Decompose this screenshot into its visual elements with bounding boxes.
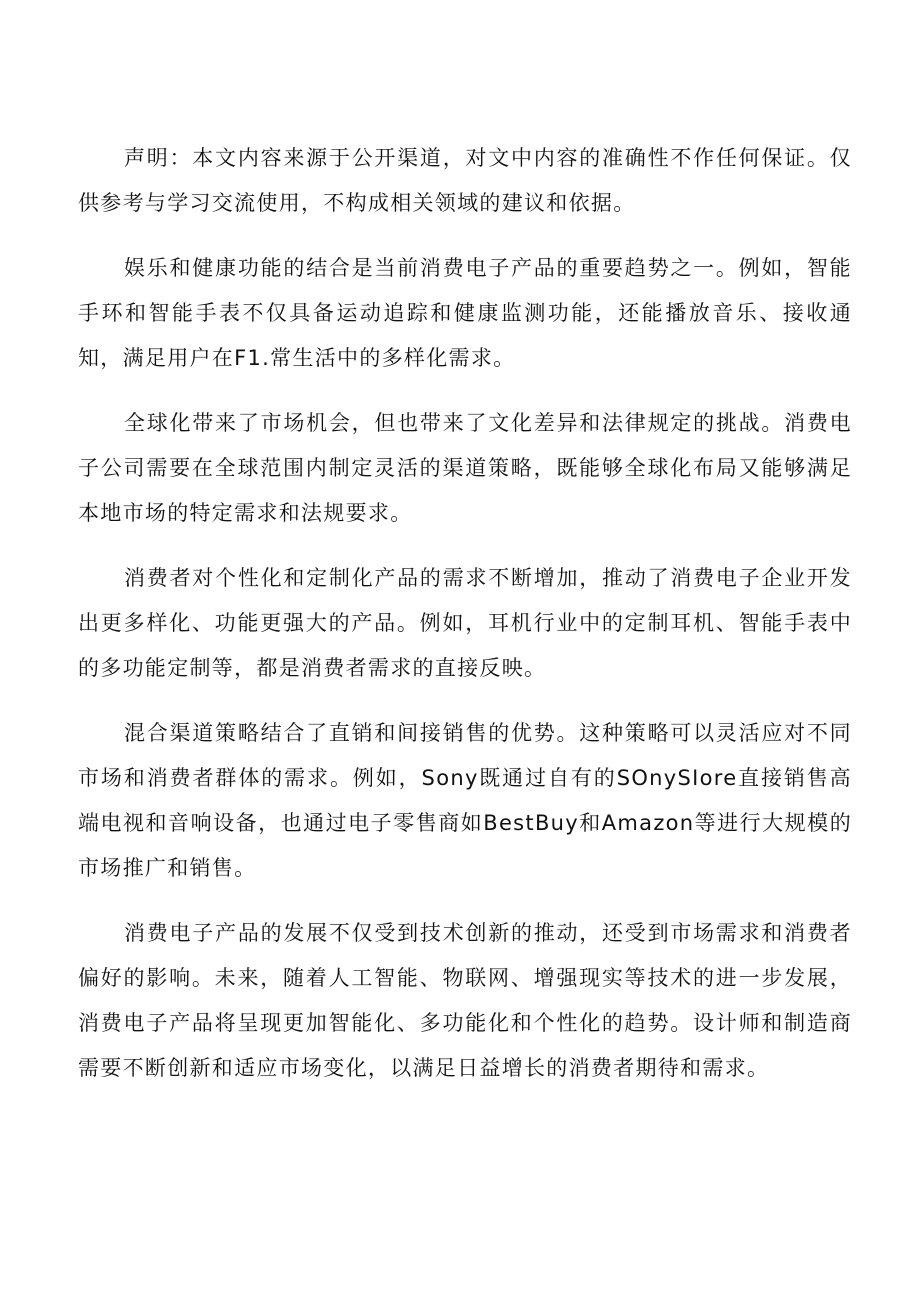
body-paragraph: 消费者对个性化和定制化产品的需求不断增加，推动了消费电子企业开发出更多样化、功能更强大的产品。例如，耳机行业中的定制耳机、智能手表中的多功能定制等，都是消费者需求的直接反映。 <box>78 566 852 680</box>
body-paragraph: 娱乐和健康功能的结合是当前消费电子产品的重要趋势之一。例如，智能手环和智能手表不仅具备运动追踪和健康监测功能，还能播放音乐、接收通知，满足用户在F1.常生活中的多样化需求。 <box>78 256 852 370</box>
body-paragraph: 全球化带来了市场机会，但也带来了文化差异和法律规定的挑战。消费电子公司需要在全球范围内制定灵活的渠道策略，既能够全球化布局又能够满足本地市场的特定需求和法规要求。 <box>78 411 852 525</box>
document-body <box>78 136 852 1111</box>
disclaimer-paragraph: 声明：本文内容来源于公开渠道，对文中内容的准确性不作任何保证。仅供参考与学习交流使用，不构成相关领域的建议和依据。 <box>78 146 852 215</box>
body-paragraph: 混合渠道策略结合了直销和间接销售的优势。这种策略可以灵活应对不同市场和消费者群体的需求。例如，Sony既通过自有的SOnySIore直接销售高端电视和音响设备，也通过电子零售商如BestBuy和Amazon等进行大规模的市场推广和销售。 <box>78 721 852 880</box>
body-paragraph: 消费电子产品的发展不仅受到技术创新的推动，还受到市场需求和消费者偏好的影响。未来，随着人工智能、物联网、增强现实等技术的进一步发展，消费电子产品将呈现更加智能化、多功能化和个性化的趋势。设计师和制造商需要不断创新和适应市场变化，以满足日益增长的消费者期待和需求。 <box>78 921 852 1080</box>
